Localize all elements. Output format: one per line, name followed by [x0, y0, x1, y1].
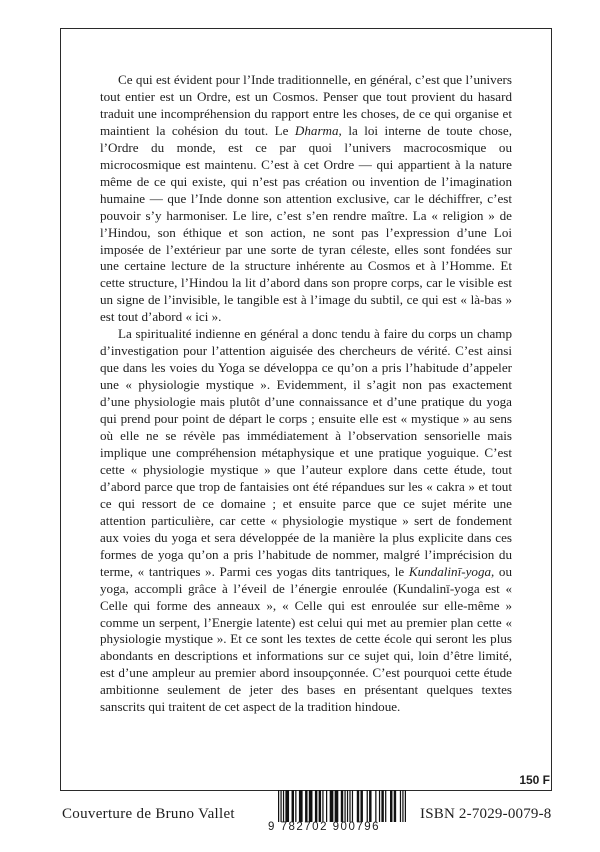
barcode-bar: [352, 790, 353, 822]
text-run: La spiritualité indienne en général a donc tendu à faire du corps un champ d’investigation pour l’attention aiguisée des chercheurs de vérité. C’est ainsi que dans les voies du Yoga se développa ce qu’on a pris l’habitude d’appeler une « physiologie mystique ». Evidemment, il s’agit non pas exactement d’une physiologie mais plutôt d’une connaissance et d’une pratique du yoga qui prend pour point de départ le corps ; ensuite elle est « mystique » au sens où elle ne se révèle pas immédiatement à l’observation sensorielle mais implique une compréhension métaphysique et une pratique yoguique. C’est cette « physiologie mystique » que l’auteur explore dans cette étude, tout d’abord parce que trop de fantaisies ont été répandues sur les « cakra » et tout ce qui ressort de ce domaine ; et ensuite parce que ce sujet mérite une attention particulière, car cette « physiologie mystique » sert de fondement aux voies du yoga et sera développée de la manière la plus explicite dans ces formes de yoga qu’on a pris l’habitude de nommer, malgré l’imprécision du terme, « tantriques ». Parmi ces yogas dits tantriques, le: [100, 326, 512, 579]
barcode-bar: [344, 790, 345, 822]
barcode-bar: [381, 790, 383, 822]
barcode-bar: [369, 790, 371, 822]
barcode-bar: [400, 790, 401, 822]
text-run: ou yoga, accompli grâce à l’éveil de l’énergie enroulée (Kundalinī-yoga est « Celle qui forme des anneaux », « Celle qui est enroulée sur elle-même » comme un serpent, l’Energie latente) est celui qui met au premier plan cette « physiologie mystique ». Et ce sont les textes de cette école qui seront les plus abondants en descriptions et informations sur ce sujet qui, loin d’être limité, est d’une ampleur au premier abord insoupçonnée. C’est pourquoi cette étude ambitionne seulement de jeter des bases en présentant quelques textes sanscrits qui traitent de cet aspect de la tradition hindoue.: [100, 563, 512, 715]
barcode-bar: [295, 790, 296, 822]
barcode-bar: [285, 790, 289, 822]
barcode-number: 9 782702 900796: [268, 821, 381, 833]
barcode-bar: [385, 790, 386, 822]
cover-credit: Couverture de Bruno Vallet: [62, 806, 235, 822]
body-paragraph: [100, 326, 512, 716]
barcode-bar: [322, 790, 323, 822]
barcode-bar: [326, 790, 327, 822]
barcode-bar: [405, 790, 406, 822]
text-run: Ce qui est évident pour l’Inde traditionnelle, en général, c’est que l’univers tout entier est un Ordre, est un Cosmos. Penser que tout provient du hasard traduit une incompréhension du rapport entre les choses, de ce qui organise et maintient la cohésion du tout. Le: [100, 72, 512, 138]
isbn-barcode: [268, 790, 408, 836]
barcode-bar: [315, 790, 317, 822]
barcode-bar: [292, 790, 294, 822]
body-paragraph: [100, 72, 512, 326]
barcode-bar: [335, 790, 339, 822]
barcode-bar: [299, 790, 303, 822]
text-run: la loi interne de toute chose, l’Ordre du monde, est ce par quoi l’univers macrocosmique ou microcosmique est maintenu. C’est à cet Ordre — qui appartient à la nature même de ce qui existe, qui n’est pas création ou invention de l’imagination humaine — que l’Inde donne son attention exclusive, car le déchiffrer, c’est pouvoir s’y harmoniser. Le lire, c’est s’en rendre maître. La « religion » de l’Hindou, son éthique et son action, ne sont pas l’expression d’une Loi imposée de l’extérieur par une sorte de tyran céleste, elles sont fondées sur une certaine lecture de la structure inhérente au Cosmos et à l’Homme. Et cette structure, l’Hindou la lit d’abord dans son propre corps, car le visible est un signe de l’invisible, le tangible est à l’image du subtil, ce qui est « là-bas » est tout d’abord « ici ».: [100, 122, 512, 325]
barcode-bar: [375, 790, 376, 822]
barcode-bar: [390, 790, 392, 822]
barcode-bar: [360, 790, 362, 822]
barcode-bar: [330, 790, 334, 822]
barcode-bar: [280, 790, 281, 822]
back-cover-text: [100, 72, 512, 716]
barcode-bar: [347, 790, 348, 822]
barcode-bar: [309, 790, 313, 822]
barcode-bar: [367, 790, 368, 822]
barcode-bar: [402, 790, 403, 822]
price-label: 150 F: [519, 773, 550, 787]
barcode-bar: [394, 790, 396, 822]
italic-term: Kundalinī-yoga,: [408, 563, 495, 579]
isbn-label: ISBN 2-7029-0079-8: [420, 806, 552, 822]
barcode-bars: [268, 790, 408, 822]
barcode-bar: [349, 790, 350, 822]
barcode-bar: [283, 790, 284, 822]
italic-term: Dharma,: [294, 122, 342, 138]
barcode-bar: [319, 790, 321, 822]
barcode-bar: [341, 790, 343, 822]
barcode-bar: [305, 790, 307, 822]
barcode-bar: [278, 790, 279, 822]
barcode-bar: [357, 790, 359, 822]
barcode-bar: [379, 790, 380, 822]
